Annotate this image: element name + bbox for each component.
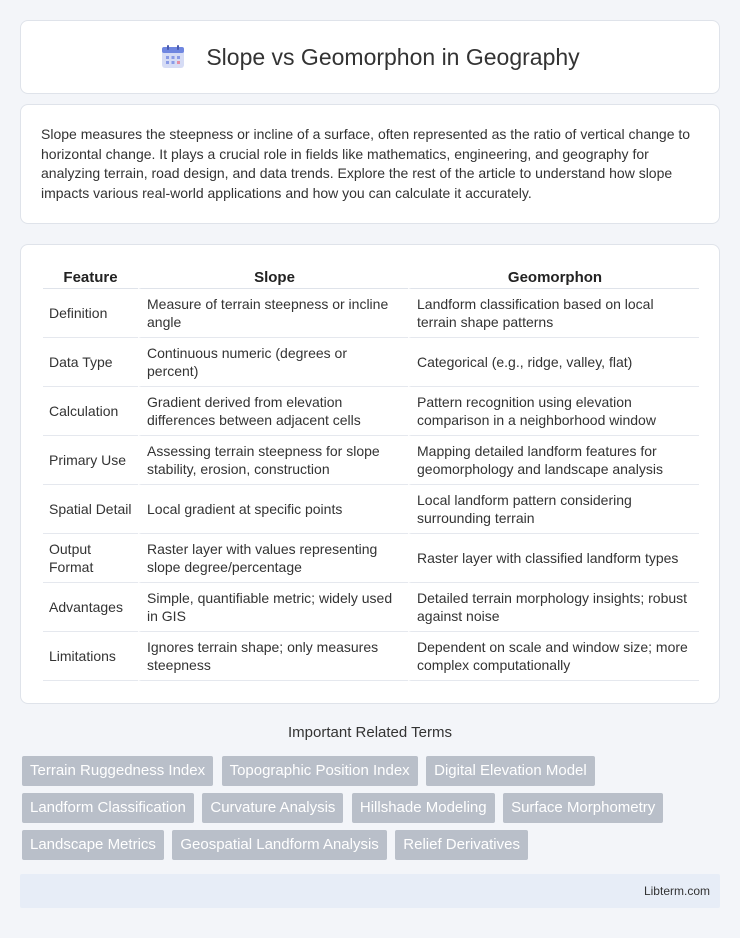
related-term-tag[interactable]: Relief Derivatives bbox=[395, 830, 528, 860]
row-feature: Data Type bbox=[43, 338, 138, 387]
related-term-tag[interactable]: Geospatial Landform Analysis bbox=[172, 830, 386, 860]
row-geomorphon: Categorical (e.g., ridge, valley, flat) bbox=[408, 338, 699, 387]
table-header-row bbox=[43, 265, 699, 289]
row-feature: Definition bbox=[43, 289, 138, 338]
header-slope: Slope bbox=[138, 265, 408, 289]
row-slope: Assessing terrain steepness for slope stability, erosion, construction bbox=[138, 436, 408, 485]
related-term-tag[interactable]: Curvature Analysis bbox=[202, 793, 343, 823]
header-card bbox=[20, 20, 720, 94]
related-term-tag[interactable]: Digital Elevation Model bbox=[426, 756, 595, 786]
header-geomorphon: Geomorphon bbox=[408, 265, 699, 289]
footer-site-link[interactable]: Libterm.com bbox=[643, 884, 710, 898]
row-geomorphon: Local landform pattern considering surrounding terrain bbox=[408, 485, 699, 534]
row-slope: Continuous numeric (degrees or percent) bbox=[138, 338, 408, 387]
table-row bbox=[43, 436, 699, 485]
header-feature: Feature bbox=[43, 265, 138, 289]
row-feature: Primary Use bbox=[43, 436, 138, 485]
intro-text: Slope measures the steepness or incline of a surface, often represented as the ratio of vertical change to horizontal change. It plays a crucial role in fields like mathematics, engineering, and geography for analyzing terrain, road design, and data trends. Explore the rest of the article to understand how slope impacts various real-world applications and how you can calculate it accurately. bbox=[41, 126, 691, 201]
row-feature: Spatial Detail bbox=[43, 485, 138, 534]
related-term-tag[interactable]: Hillshade Modeling bbox=[352, 793, 495, 823]
row-geomorphon: Raster layer with classified landform types bbox=[408, 534, 699, 583]
row-slope: Ignores terrain shape; only measures steepness bbox=[138, 632, 408, 681]
page-title: Slope vs Geomorphon in Geography bbox=[206, 43, 580, 70]
related-terms-list bbox=[22, 756, 722, 867]
row-slope: Simple, quantifiable metric; widely used in GIS bbox=[138, 583, 408, 632]
related-term-tag[interactable]: Surface Morphometry bbox=[503, 793, 663, 823]
table-row bbox=[43, 583, 699, 632]
row-slope: Measure of terrain steepness or incline angle bbox=[138, 289, 408, 338]
row-feature: Calculation bbox=[43, 387, 138, 436]
related-term-tag[interactable]: Landscape Metrics bbox=[22, 830, 164, 860]
related-term-tag[interactable]: Topographic Position Index bbox=[222, 756, 418, 786]
row-geomorphon: Dependent on scale and window size; more complex computationally bbox=[408, 632, 699, 681]
table-row bbox=[43, 387, 699, 436]
row-geomorphon: Pattern recognition using elevation comparison in a neighborhood window bbox=[408, 387, 699, 436]
row-geomorphon: Mapping detailed landform features for geomorphology and landscape analysis bbox=[408, 436, 699, 485]
comparison-table-card bbox=[20, 244, 720, 704]
row-feature: Advantages bbox=[43, 583, 138, 632]
row-slope: Raster layer with values representing slope degree/percentage bbox=[138, 534, 408, 583]
intro-card bbox=[20, 104, 720, 224]
row-slope: Local gradient at specific points bbox=[138, 485, 408, 534]
table-row bbox=[43, 534, 699, 583]
comparison-table bbox=[43, 265, 699, 681]
table-row bbox=[43, 485, 699, 534]
related-terms-title: Important Related Terms bbox=[288, 724, 452, 741]
table-row bbox=[43, 338, 699, 387]
table-row bbox=[43, 632, 699, 681]
table-row bbox=[43, 289, 699, 338]
related-term-tag[interactable]: Terrain Ruggedness Index bbox=[22, 756, 213, 786]
row-slope: Gradient derived from elevation differences between adjacent cells bbox=[138, 387, 408, 436]
row-feature: Limitations bbox=[43, 632, 138, 681]
related-term-tag[interactable]: Landform Classification bbox=[22, 793, 194, 823]
row-geomorphon: Detailed terrain morphology insights; robust against noise bbox=[408, 583, 699, 632]
row-feature: Output Format bbox=[43, 534, 138, 583]
footer bbox=[20, 874, 720, 908]
row-geomorphon: Landform classification based on local terrain shape patterns bbox=[408, 289, 699, 338]
calendar-icon bbox=[160, 44, 186, 70]
